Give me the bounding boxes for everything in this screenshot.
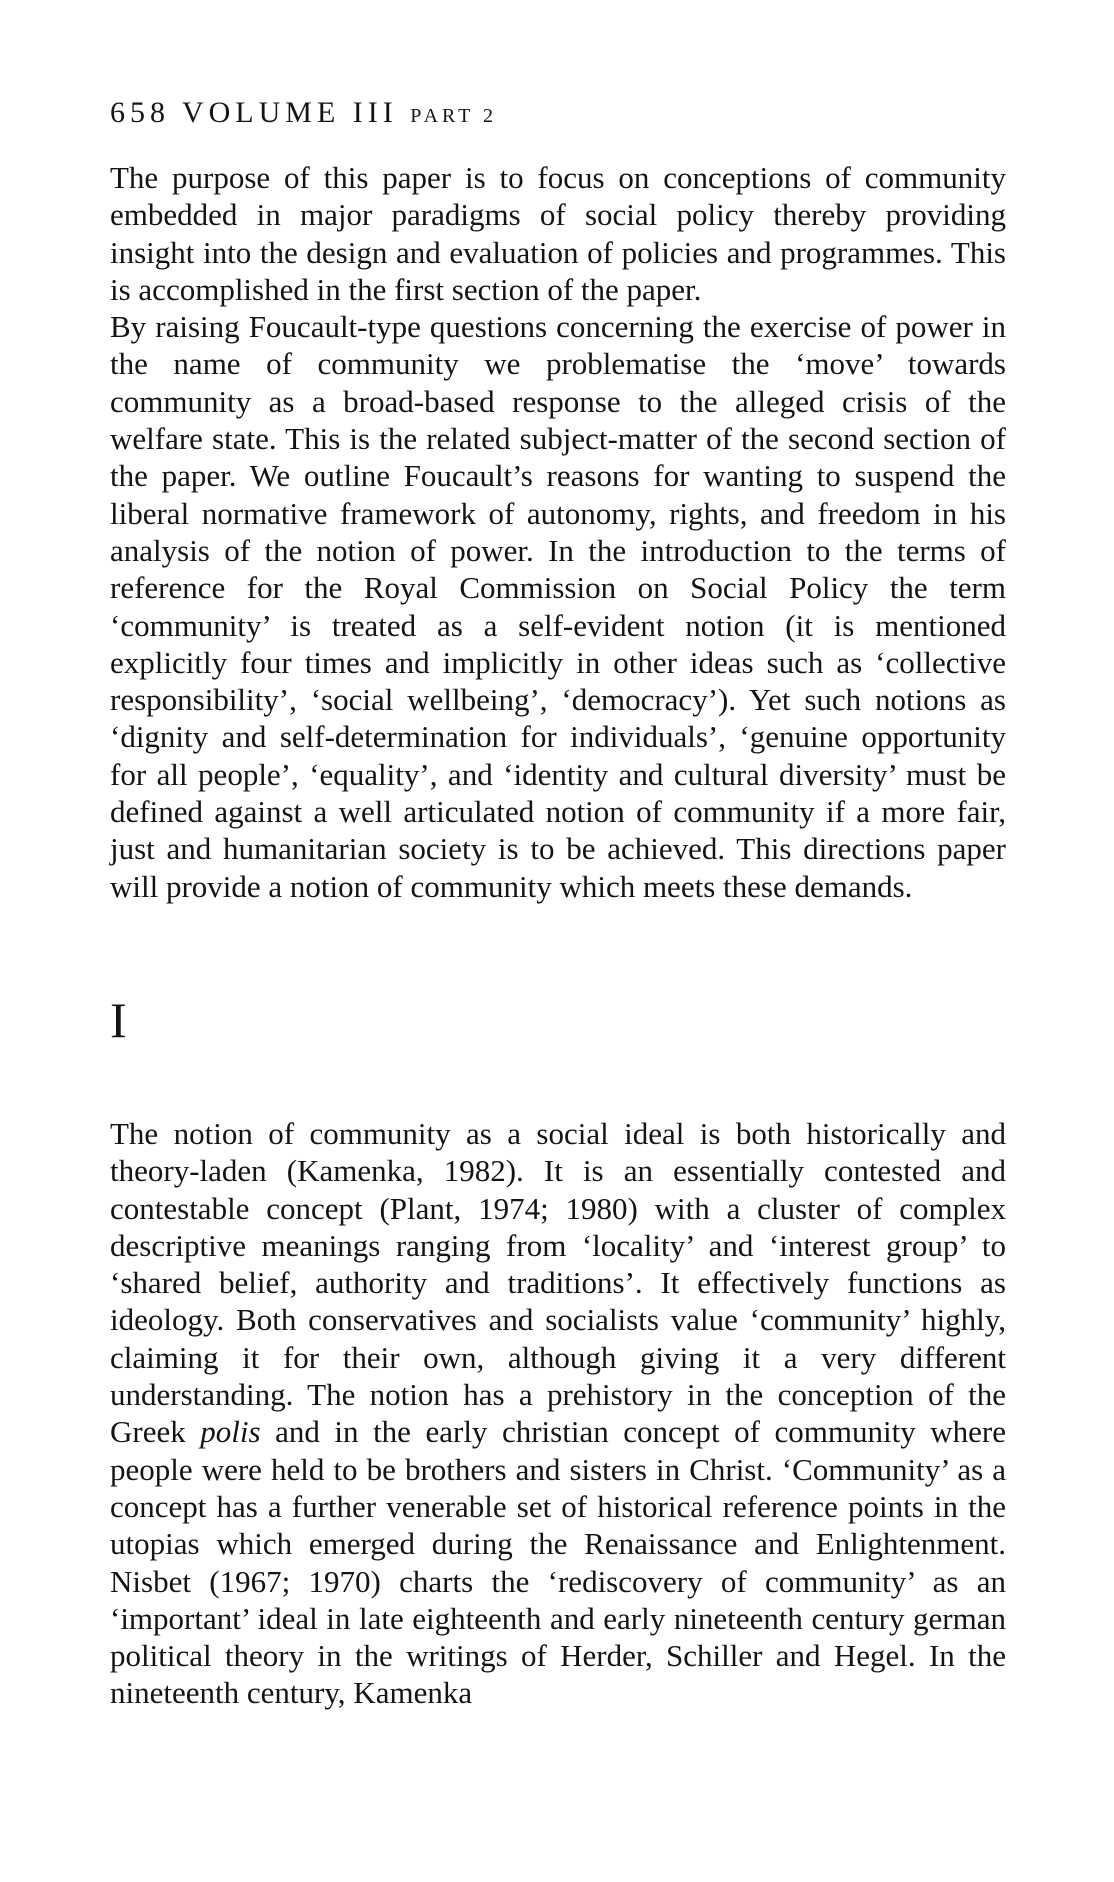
italic-term-polis: polis: [200, 1414, 261, 1450]
section-heading: I: [110, 991, 127, 1048]
page-number: 658: [110, 96, 170, 129]
running-head: [110, 95, 1006, 131]
volume-number: III: [352, 96, 398, 129]
paragraph-text-start: The notion of community as a social ideal is both historically and theory-laden (Kamenka, 1982). It is an essentially contested and contestable concept (Plant, 1974; 1980) with a cluster of complex descriptive meanings ranging from ‘locality’ and ‘interest group’ to ‘shared belief, authority and traditions’. It effectively functions as ideology. Both conservatives and socialists value ‘community’ highly, claiming it for their own, although giving it a very different understanding. The notion has a prehistory in the conception of the Greek: [110, 1115, 1006, 1450]
paragraph-community-ideal: [110, 1115, 1006, 1712]
paragraph-foucault: By raising Foucault-type questions concerning the exercise of power in the name of community we problematise the ‘move’ towards community as a broad-based response to the alleged crisis of the welfare state. This is the related subject-matter of the second section of the paper. We outline Foucault’s reasons for wanting to suspend the liberal normative framework of autonomy, rights, and freedom in his analysis of the notion of power. In the introduction to the terms of reference for the Royal Commission on Social Policy the term ‘community’ is treated as a self-evident notion (it is mentioned explicitly four times and implicitly in other ideas such as ‘collective responsibility’, ‘social wellbeing’, ‘democracy’). Yet such notions as ‘dignity and self-determination for individuals’, ‘genuine opportunity for all people’, ‘equality’, and ‘identity and cultural diversity’ must be defined against a well articulated notion of community if a more fair, just and humanitarian society is to be achieved. This directions paper will provide a notion of community which meets these demands.: [110, 309, 1006, 904]
paragraph-text-end: and in the early christian concept of community where people were held to be brothers and sisters in Christ. ‘Community’ as a concept has a further venerable set of historical reference points in the utopias which emerged during the Renaissance and Enlightenment. Nisbet (1967; 1970) charts the ‘rediscovery of community’ as an ‘important’ ideal in late eighteenth and early nineteenth century german political theory in the writings of Herder, Schiller and Hegel. In the nineteenth century, Kamenka: [110, 1414, 1007, 1711]
volume-label: VOLUME: [181, 96, 341, 129]
part-label: PART 2: [410, 105, 498, 127]
page-body: [110, 95, 1006, 1712]
paragraph-purpose: The purpose of this paper is to focus on conceptions of community embedded in major paradigms of social policy thereby providing insight into the design and evaluation of policies and programmes. This is accomplished in the first section of the paper.: [110, 160, 1006, 307]
